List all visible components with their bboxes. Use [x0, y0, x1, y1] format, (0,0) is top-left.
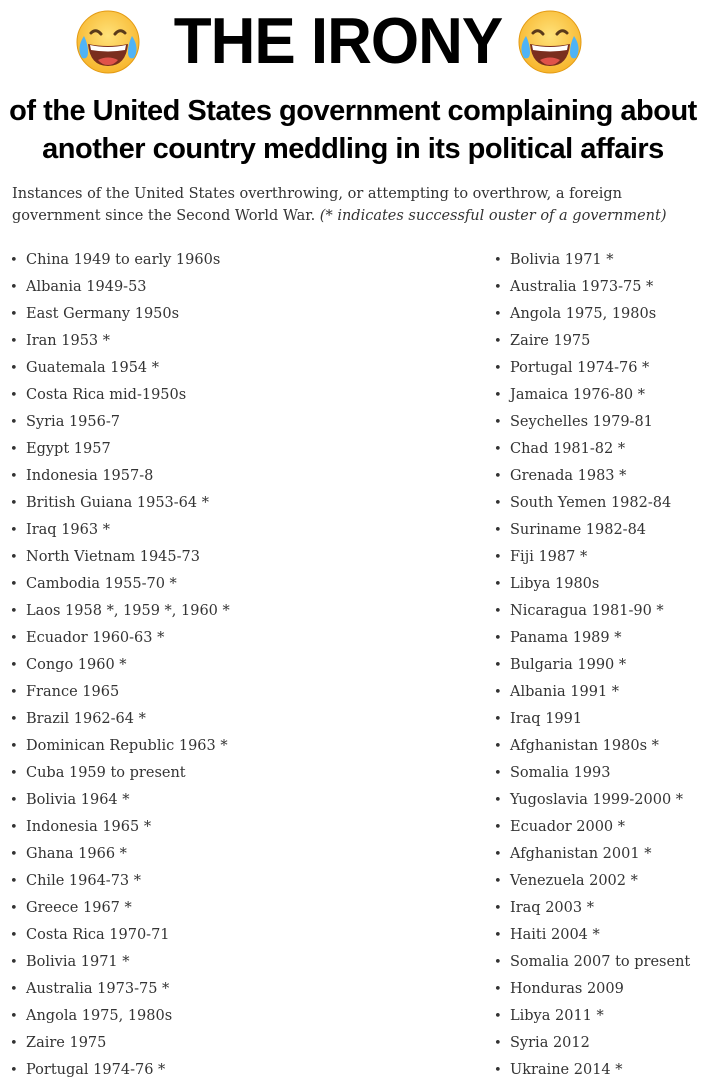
bullet-icon: • [10, 928, 18, 943]
list-item [8, 328, 230, 355]
list-item-text: Cambodia 1955-70 * [26, 576, 177, 592]
subtitle [0, 92, 706, 168]
bullet-icon: • [494, 388, 502, 403]
list-item [8, 922, 230, 949]
list-item-text: Somalia 1993 [510, 765, 611, 781]
list-item-text: Somalia 2007 to present [510, 954, 691, 970]
bullet-icon: • [494, 820, 502, 835]
list-item [492, 490, 690, 517]
list-item [8, 868, 230, 895]
list-item-text: Ecuador 1960-63 * [26, 630, 165, 646]
bullet-icon: • [10, 820, 18, 835]
list-item [492, 598, 690, 625]
bullet-icon: • [494, 523, 502, 538]
list-item-text: Cuba 1959 to present [26, 765, 186, 781]
list-item-text: Honduras 2009 [510, 981, 624, 997]
list-item-text: Portugal 1974-76 * [510, 360, 650, 376]
list-item-text: Angola 1975, 1980s [26, 1008, 173, 1024]
bullet-icon: • [10, 469, 18, 484]
list-item-text: Australia 1973-75 * [510, 279, 654, 295]
list-item-text: Bulgaria 1990 * [510, 657, 627, 673]
list-item-text: East Germany 1950s [26, 306, 180, 322]
list-item-text: Chad 1981-82 * [510, 441, 626, 457]
list-item-text: China 1949 to early 1960s [26, 252, 221, 268]
list-item [8, 787, 230, 814]
list-item-text: Iran 1953 * [26, 333, 111, 349]
list-item [8, 436, 230, 463]
list-item [492, 436, 690, 463]
list-item [492, 625, 690, 652]
list-item [492, 733, 690, 760]
bullet-icon: • [494, 793, 502, 808]
list-item [8, 949, 230, 976]
bullet-icon: • [494, 712, 502, 727]
list-item [492, 517, 690, 544]
list-item-text: Indonesia 1965 * [26, 819, 152, 835]
list-item-text: Libya 1980s [510, 576, 600, 592]
list-item [8, 598, 230, 625]
bullet-icon: • [494, 550, 502, 565]
bullet-icon: • [494, 253, 502, 268]
list-item [492, 247, 690, 274]
list-item [492, 868, 690, 895]
list-item-text: Iraq 1963 * [26, 522, 110, 538]
bullet-icon: • [10, 280, 18, 295]
list-item-text: Congo 1960 * [26, 657, 127, 673]
list-item-text: Brazil 1962-64 * [26, 711, 146, 727]
list-item-text: Suriname 1982-84 [510, 522, 647, 538]
list-item-text: Angola 1975, 1980s [510, 306, 657, 322]
list-item [492, 976, 690, 1003]
list-item [8, 490, 230, 517]
bullet-icon: • [10, 712, 18, 727]
bullet-icon: • [494, 685, 502, 700]
bullet-icon: • [494, 496, 502, 511]
list-item [8, 409, 230, 436]
list-item-text: Iraq 2003 * [510, 900, 594, 916]
list-item [492, 301, 690, 328]
list-item [8, 1030, 230, 1057]
bullet-icon: • [10, 604, 18, 619]
list-item [492, 274, 690, 301]
bullet-icon: • [10, 739, 18, 754]
list-item [492, 1057, 690, 1084]
bullet-icon: • [494, 631, 502, 646]
list-item [8, 679, 230, 706]
list-item-text: Costa Rica mid-1950s [26, 387, 187, 403]
bullet-icon: • [10, 253, 18, 268]
list-item-text: Dominican Republic 1963 * [26, 738, 228, 754]
bullet-icon: • [10, 955, 18, 970]
bullet-icon: • [494, 847, 502, 862]
list-item-text: Greece 1967 * [26, 900, 132, 916]
bullet-icon: • [494, 982, 502, 997]
list-item [492, 544, 690, 571]
list-item-text: Chile 1964-73 * [26, 873, 142, 889]
list-item-text: Iraq 1991 [510, 711, 583, 727]
list-item-text: Zaire 1975 [26, 1035, 107, 1051]
subtitle-line-1: of the United States government complaining about [9, 95, 697, 127]
list-item-text: Nicaragua 1981-90 * [510, 603, 664, 619]
bullet-icon: • [494, 442, 502, 457]
bullet-icon: • [494, 1063, 502, 1078]
list-item-text: Egypt 1957 [26, 441, 111, 457]
list-item [492, 706, 690, 733]
list-item-text: Bolivia 1964 * [26, 792, 130, 808]
bullet-icon: • [10, 847, 18, 862]
list-item-text: South Yemen 1982-84 [510, 495, 672, 511]
list-item-text: Ukraine 2014 * [510, 1062, 623, 1078]
list-item [8, 517, 230, 544]
list-item-text: Libya 2011 * [510, 1008, 604, 1024]
list-item [8, 1057, 230, 1084]
intro-note: (* indicates successful ouster of a government) [319, 208, 667, 224]
bullet-icon: • [494, 1036, 502, 1051]
list-item [492, 463, 690, 490]
list-item [492, 328, 690, 355]
list-item [492, 1003, 690, 1030]
bullet-icon: • [494, 334, 502, 349]
list-item [492, 841, 690, 868]
laughing-crying-emoji-icon [516, 8, 584, 76]
bullet-icon: • [10, 415, 18, 430]
list-item [8, 652, 230, 679]
list-item-text: Panama 1989 * [510, 630, 622, 646]
list-item-text: Afghanistan 2001 * [510, 846, 652, 862]
list-item [492, 949, 690, 976]
bullet-icon: • [494, 739, 502, 754]
list-item [8, 976, 230, 1003]
list-item [8, 706, 230, 733]
list-item-text: Syria 2012 [510, 1035, 590, 1051]
bullet-icon: • [10, 523, 18, 538]
bullet-icon: • [10, 361, 18, 376]
list-item-text: Ghana 1966 * [26, 846, 127, 862]
list-item-text: Afghanistan 1980s * [510, 738, 659, 754]
list-item-text: Jamaica 1976-80 * [510, 387, 645, 403]
list-item-text: Bolivia 1971 * [510, 252, 614, 268]
laughing-crying-emoji-icon [74, 8, 142, 76]
bullet-icon: • [494, 928, 502, 943]
list-item [8, 463, 230, 490]
list-item [492, 787, 690, 814]
list-item-text: Albania 1991 * [510, 684, 620, 700]
list-item [492, 895, 690, 922]
list-item [492, 922, 690, 949]
list-item-text: Zaire 1975 [510, 333, 591, 349]
subtitle-line-2: another country meddling in its political affairs [42, 133, 664, 165]
bullet-icon: • [494, 280, 502, 295]
bullet-icon: • [10, 901, 18, 916]
list-item [8, 274, 230, 301]
bullet-icon: • [10, 685, 18, 700]
list-item [8, 382, 230, 409]
list-item [492, 571, 690, 598]
bullet-icon: • [494, 1009, 502, 1024]
list-item-text: Yugoslavia 1999-2000 * [510, 792, 684, 808]
list-item-text: Syria 1956-7 [26, 414, 120, 430]
list-item-text: France 1965 [26, 684, 120, 700]
bullet-icon: • [10, 388, 18, 403]
list-item [8, 895, 230, 922]
list-item [8, 814, 230, 841]
bullet-icon: • [10, 982, 18, 997]
list-item [492, 409, 690, 436]
list-item [8, 1003, 230, 1030]
list-item [492, 382, 690, 409]
bullet-icon: • [10, 631, 18, 646]
list-item [8, 841, 230, 868]
bullet-icon: • [494, 955, 502, 970]
list-item [8, 625, 230, 652]
bullet-icon: • [10, 334, 18, 349]
bullet-icon: • [10, 874, 18, 889]
list-item [492, 652, 690, 679]
bullet-icon: • [494, 469, 502, 484]
bullet-icon: • [494, 658, 502, 673]
list-item-text: Haiti 2004 * [510, 927, 600, 943]
page-title: THE IRONY [173, 5, 503, 78]
list-item-text: Costa Rica 1970-71 [26, 927, 170, 943]
bullet-icon: • [10, 1063, 18, 1078]
bullet-icon: • [494, 577, 502, 592]
list-item-text: Fiji 1987 * [510, 549, 588, 565]
bullet-icon: • [494, 874, 502, 889]
list-item-text: Indonesia 1957-8 [26, 468, 154, 484]
bullet-icon: • [10, 1009, 18, 1024]
right-country-list [492, 247, 690, 1084]
bullet-icon: • [494, 766, 502, 781]
list-item-text: North Vietnam 1945-73 [26, 549, 200, 565]
list-item-text: Seychelles 1979-81 [510, 414, 653, 430]
header [0, 0, 706, 175]
bullet-icon: • [10, 766, 18, 781]
list-item [8, 733, 230, 760]
bullet-icon: • [10, 442, 18, 457]
bullet-icon: • [494, 901, 502, 916]
list-item [492, 760, 690, 787]
list-item-text: Laos 1958 *, 1959 *, 1960 * [26, 603, 230, 619]
list-item [8, 355, 230, 382]
bullet-icon: • [494, 361, 502, 376]
bullet-icon: • [10, 550, 18, 565]
list-item [492, 1030, 690, 1057]
list-item-text: British Guiana 1953-64 * [26, 495, 209, 511]
list-item-text: Venezuela 2002 * [510, 873, 638, 889]
list-item-text: Australia 1973-75 * [26, 981, 170, 997]
bullet-icon: • [494, 604, 502, 619]
list-item-text: Albania 1949-53 [26, 279, 147, 295]
list-item [492, 679, 690, 706]
list-item [8, 544, 230, 571]
bullet-icon: • [10, 496, 18, 511]
list-item-text: Ecuador 2000 * [510, 819, 626, 835]
bullet-icon: • [494, 415, 502, 430]
bullet-icon: • [10, 307, 18, 322]
list-item-text: Portugal 1974-76 * [26, 1062, 166, 1078]
intro-paragraph [12, 183, 702, 227]
list-item [8, 247, 230, 274]
bullet-icon: • [494, 307, 502, 322]
left-country-list [8, 247, 230, 1084]
list-item [492, 814, 690, 841]
list-item-text: Grenada 1983 * [510, 468, 627, 484]
bullet-icon: • [10, 658, 18, 673]
list-item [8, 760, 230, 787]
bullet-icon: • [10, 577, 18, 592]
bullet-icon: • [10, 1036, 18, 1051]
list-item [8, 571, 230, 598]
list-item-text: Bolivia 1971 * [26, 954, 130, 970]
bullet-icon: • [10, 793, 18, 808]
list-item [492, 355, 690, 382]
intro-text: Instances of the United States overthrowing, or attempting to overthrow, a foreign government since the Second World War. [12, 186, 622, 224]
list-item-text: Guatemala 1954 * [26, 360, 160, 376]
list-item [8, 301, 230, 328]
